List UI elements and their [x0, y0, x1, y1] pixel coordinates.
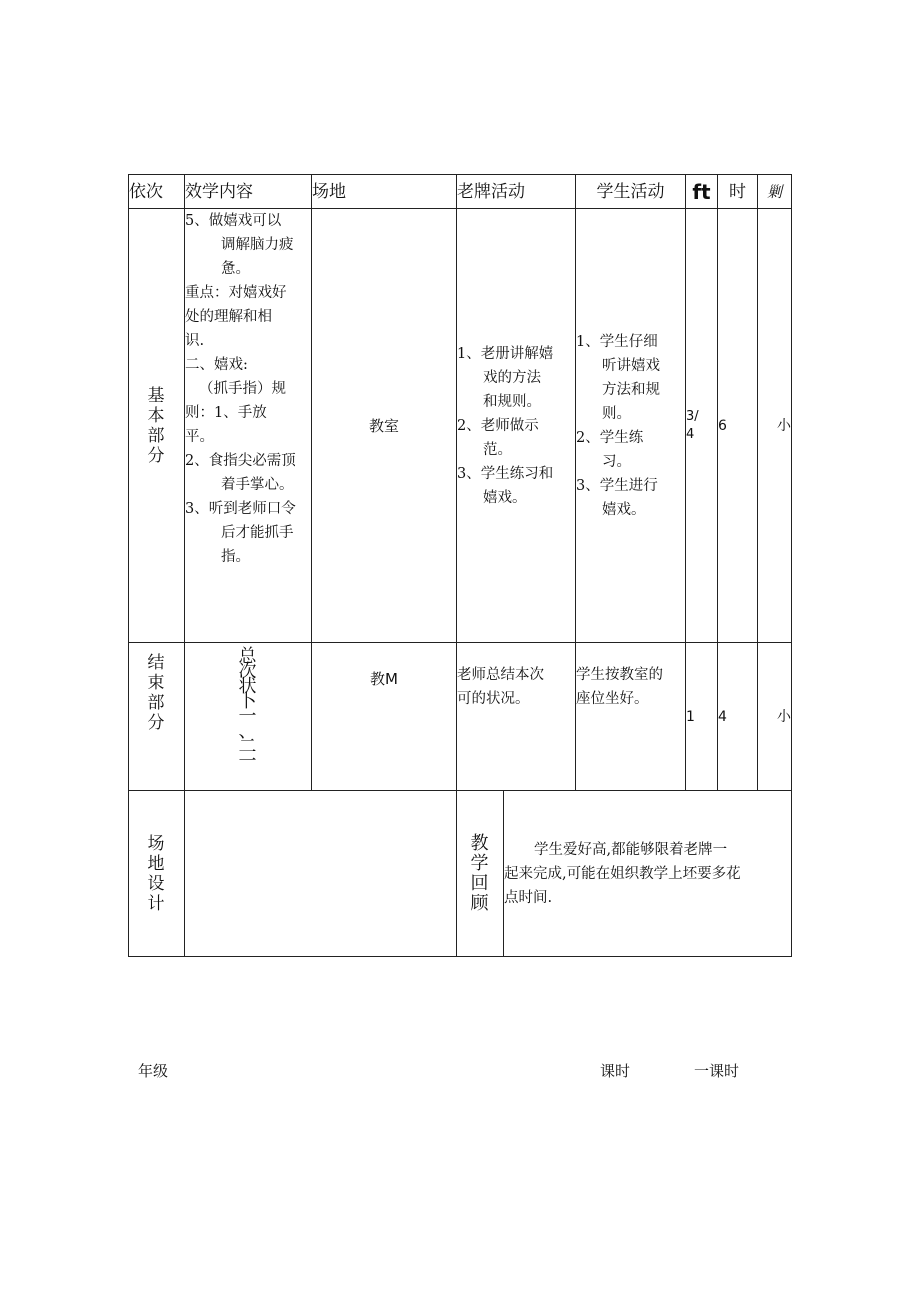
header-time: 时 — [718, 175, 758, 209]
design-area — [185, 791, 457, 957]
header-student: 学生活动 — [576, 175, 686, 209]
end-venue: 教M — [312, 643, 457, 791]
lesson-value: 一课时 — [694, 1062, 740, 1080]
header-content: 效学内容 — [185, 175, 312, 209]
basic-last: 小 — [758, 209, 792, 643]
header-last: 剿 — [758, 175, 792, 209]
design-section-label — [129, 791, 185, 957]
basic-content: 5、做嬉戏可以 调解脑力疲 惫。 重点：对嬉戏好 处的理解和相 识. 二、嬉戏: （抓手指）规 则：1、手放 平。 2、食指尖必需顶 着手掌心。 3、听到老师口令 后才能抓手 指。 — [185, 209, 312, 643]
row-design — [129, 791, 792, 957]
design-label: 场 地 设 计 — [147, 833, 166, 914]
basic-student: 1、学生仔细 听讲嬉戏 方法和规 则。 2、学生练 习。 3、学生进行 嬉戏。 — [576, 209, 686, 643]
row-basic — [129, 209, 792, 643]
header-venue: 场地 — [312, 175, 457, 209]
review-label: 教 学 回 顾 — [470, 832, 490, 914]
basic-section-label — [129, 209, 185, 643]
end-content: 总 次 状 卜 一 、 二 一 — [185, 643, 312, 791]
header-row — [129, 175, 792, 209]
review-text: 学生爱好高,都能够限着老牌一 起来完成,可能在姐织教学上坯要多花 点时间. — [504, 791, 792, 957]
basic-venue: 教室 — [312, 209, 457, 643]
header-order: 依次 — [129, 175, 185, 209]
basic-teacher: 1、老册讲解嬉 戏的方法 和规则。 2、老师做示 范。 3、学生练习和 嬉戏。 — [457, 209, 576, 643]
end-teacher: 老师总结本次 可的状况。 — [457, 643, 576, 791]
header-teacher: 老牌活动 — [457, 175, 576, 209]
end-label: 结 束 部 分 — [147, 653, 166, 733]
basic-label: 基 本 部 分 — [147, 385, 166, 466]
grade-label: 年级 — [138, 1062, 169, 1080]
end-student: 学生按教室的 座位坐好。 — [576, 643, 686, 791]
basic-ft: 3/ 4 — [686, 209, 718, 643]
end-ft: 1 — [686, 643, 718, 791]
header-ft: ft — [686, 175, 718, 209]
end-section-label — [129, 643, 185, 791]
basic-time: 6 — [718, 209, 758, 643]
row-end — [129, 643, 792, 791]
review-section-label — [457, 791, 504, 957]
end-time: 4 — [718, 643, 758, 791]
lesson-plan-table — [128, 174, 792, 957]
lesson-label: 课时 — [600, 1062, 631, 1080]
end-last: 小 — [758, 643, 792, 791]
